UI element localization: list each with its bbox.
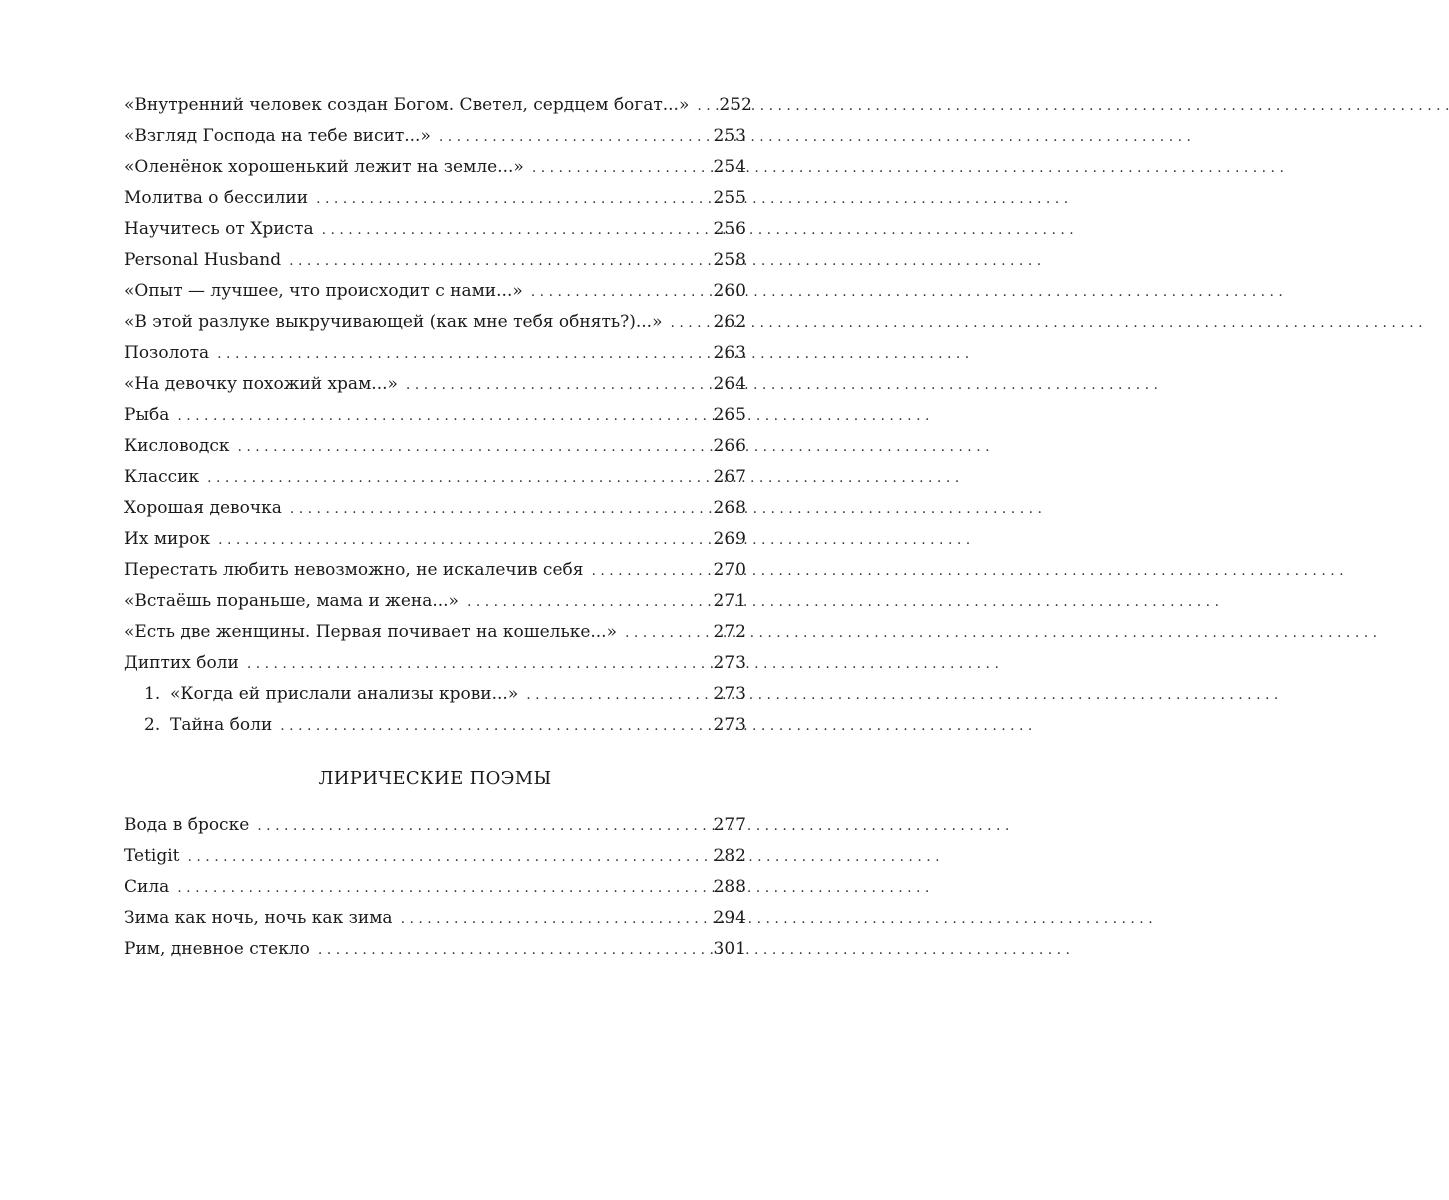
toc-entry-title: Кисловодск <box>124 436 230 456</box>
toc-entry-title: «Есть две женщины. Первая почивает на кошельке...» <box>124 622 617 642</box>
dot-leader <box>218 525 705 556</box>
toc-entry-title: «Встаёшь пораньше, мама и жена...» <box>124 591 459 611</box>
toc-entry-page: 273 <box>713 715 746 735</box>
toc-entry <box>124 245 746 276</box>
dot-leader <box>177 873 705 904</box>
toc-entry-title: Научитесь от Христа <box>124 219 314 239</box>
toc-entry-title: Тайна боли <box>170 715 273 735</box>
toc-entry-title: «На девочку похожий храм...» <box>124 374 398 394</box>
toc-entry-page: 288 <box>713 877 746 897</box>
dot-leader <box>467 587 706 618</box>
dot-leader <box>439 122 706 153</box>
toc-entry <box>124 555 746 586</box>
toc-entry-page: 271 <box>713 591 746 611</box>
toc-entry-page: 252 <box>719 95 752 115</box>
toc-entry-page: 273 <box>713 684 746 704</box>
dot-leader <box>697 91 711 122</box>
toc-entry-title: Диптих боли <box>124 653 239 673</box>
toc-entry <box>124 493 746 524</box>
toc-entry-page: 264 <box>713 374 746 394</box>
toc-entry-number: 1. <box>144 684 161 704</box>
toc-entry <box>124 183 746 214</box>
toc-entry-page: 269 <box>713 529 746 549</box>
toc-entry-page: 265 <box>713 405 746 425</box>
toc-entry <box>124 121 746 152</box>
toc-entry <box>124 431 746 462</box>
dot-leader <box>532 153 706 184</box>
toc-entry-title: Перестать любить невозможно, не искалечив себя <box>124 560 584 580</box>
toc-entry-title: Tetigit <box>124 846 180 866</box>
toc-entry <box>124 841 746 872</box>
toc-entry <box>124 152 746 183</box>
toc-entry-title: Классик <box>124 467 200 487</box>
toc-entry-title: Вода в броске <box>124 815 250 835</box>
toc-entry-title: «Оленёнок хорошенький лежит на земле...» <box>124 157 524 177</box>
toc-entry <box>124 648 746 679</box>
toc-entry-title: «В этой разлуке выкручивающей (как мне тебя обнять?)...» <box>124 312 663 332</box>
dot-leader <box>316 184 705 215</box>
dot-leader <box>280 711 705 742</box>
toc-entry <box>124 617 746 648</box>
toc-entry <box>124 90 752 121</box>
toc-entry-title: Сила <box>124 877 170 897</box>
toc-entry-page: 254 <box>713 157 746 177</box>
toc-entry-title: Рыба <box>124 405 170 425</box>
dot-leader <box>247 649 706 680</box>
dot-leader <box>177 401 705 432</box>
dot-leader <box>406 370 706 401</box>
toc-entry <box>124 524 746 555</box>
toc-entry-title: Зима как ночь, ночь как зима <box>124 908 393 928</box>
toc-entry-title: «Опыт — лучшее, что происходит с нами...» <box>124 281 523 301</box>
dot-leader <box>318 935 706 966</box>
toc-entry-page: 263 <box>713 343 746 363</box>
dot-leader <box>207 463 705 494</box>
toc-entry <box>124 903 746 934</box>
toc-entry-page: 282 <box>713 846 746 866</box>
toc-lyric-list <box>124 810 746 965</box>
toc-entry-title: «Когда ей прислали анализы крови...» <box>170 684 519 704</box>
dot-leader <box>531 277 706 308</box>
dot-leader <box>257 811 705 842</box>
toc-entry-page: 256 <box>713 219 746 239</box>
toc-entry-page: 253 <box>713 126 746 146</box>
dot-leader <box>188 842 706 873</box>
toc-entry-title: «Внутренний человек создан Богом. Светел, сердцем богат...» <box>124 95 690 115</box>
dot-leader <box>322 215 706 246</box>
toc-entry-page: 301 <box>713 939 746 959</box>
toc-entry-page: 277 <box>713 815 746 835</box>
toc-entry <box>124 934 746 965</box>
toc-entry <box>124 400 746 431</box>
toc-entry <box>124 810 746 841</box>
toc-entry-page: 270 <box>713 560 746 580</box>
toc-entry-title: Рим, дневное стекло <box>124 939 310 959</box>
toc-entry <box>124 307 746 338</box>
toc-entry-title: Молитва о бессилии <box>124 188 309 208</box>
toc-entry-title: Personal Husband <box>124 250 282 270</box>
toc-entry <box>124 369 746 400</box>
toc-entry <box>124 710 746 741</box>
toc-entry-page: 260 <box>713 281 746 301</box>
dot-leader <box>670 308 705 339</box>
dot-leader <box>591 556 705 587</box>
toc-entry-title: Хорошая девочка <box>124 498 282 518</box>
toc-entry <box>124 462 746 493</box>
toc-entry-page: 272 <box>713 622 746 642</box>
toc-entry-page: 266 <box>713 436 746 456</box>
toc-entry <box>124 276 746 307</box>
toc-entry <box>124 586 746 617</box>
dot-leader <box>237 432 705 463</box>
toc-entry-title: Их мирок <box>124 529 211 549</box>
toc-entry-page: 255 <box>713 188 746 208</box>
toc-entry <box>124 872 746 903</box>
dot-leader <box>625 618 706 649</box>
section-title: ЛИРИЧЕСКИЕ ПОЭМЫ <box>318 768 552 789</box>
toc-entry-title: Позолота <box>124 343 210 363</box>
dot-leader <box>526 680 705 711</box>
toc-entry-page: 294 <box>713 908 746 928</box>
dot-leader <box>401 904 706 935</box>
toc-entry-page: 258 <box>713 250 746 270</box>
dot-leader <box>290 494 706 525</box>
toc-entry-title: «Взгляд Господа на тебе висит...» <box>124 126 431 146</box>
toc-entry-page: 267 <box>713 467 746 487</box>
toc-main-list <box>124 90 752 741</box>
toc-entry-number: 2. <box>144 715 161 735</box>
toc-entry-page: 273 <box>713 653 746 673</box>
toc-entry <box>124 338 746 369</box>
dot-leader <box>217 339 705 370</box>
toc-entry-page: 262 <box>713 312 746 332</box>
dot-leader <box>289 246 705 277</box>
toc-entry <box>124 679 746 710</box>
toc-entry-page: 268 <box>713 498 746 518</box>
toc-entry <box>124 214 746 245</box>
